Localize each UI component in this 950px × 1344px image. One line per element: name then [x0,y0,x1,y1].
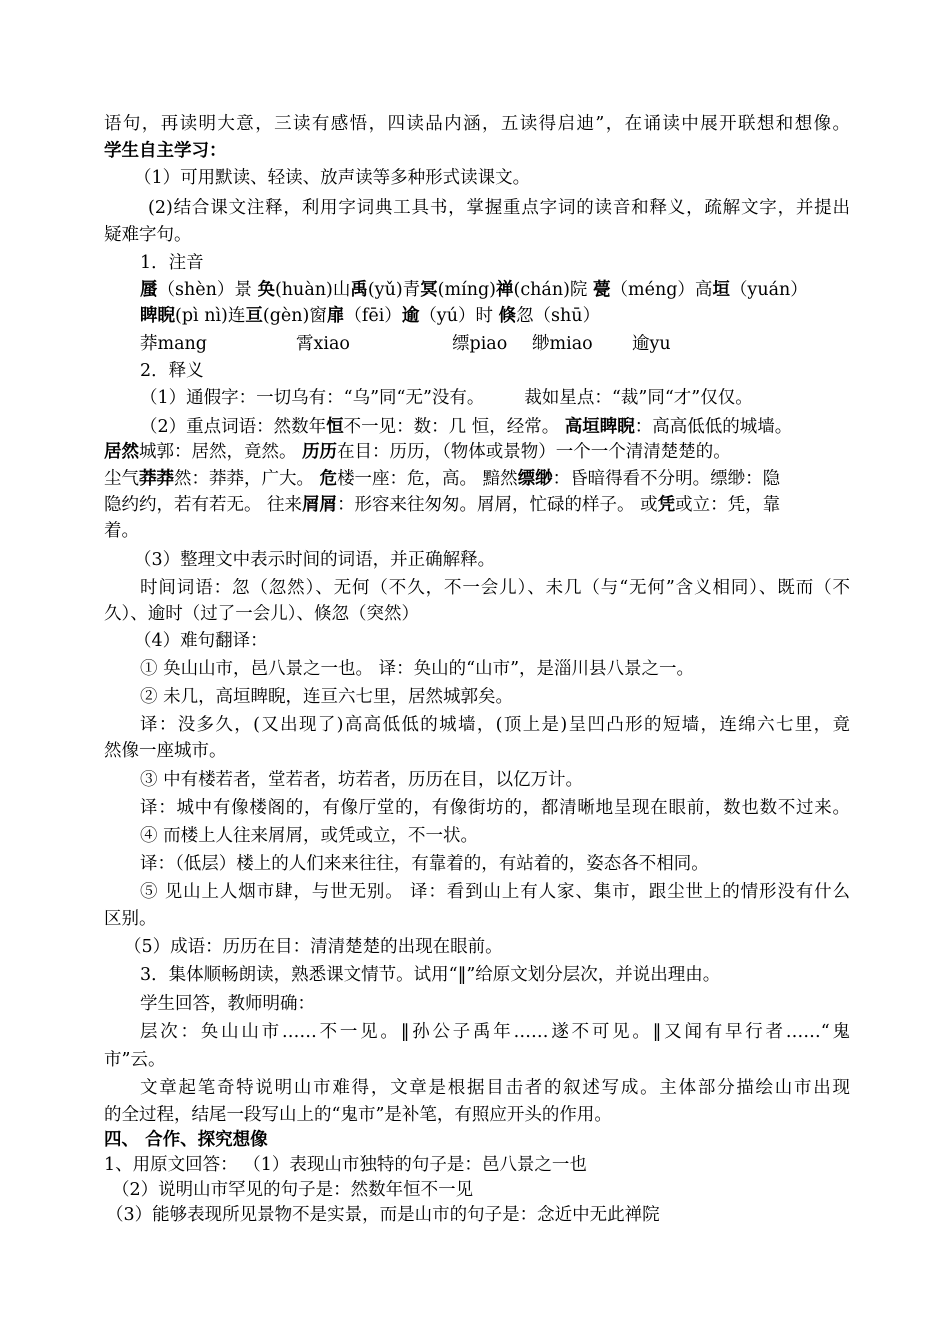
paragraph-line [104,465,780,493]
pronunciation-line-2 [140,302,600,330]
section-heading-self-study: 学生自主学习： [104,141,227,161]
seg: 倏 [498,306,517,326]
seg: （1）通假字：一切乌有：“乌”同“无”没有。 [140,388,485,408]
seg: 隐约约，若有若无。 往来 [104,495,303,515]
seg: （shèn）景 [157,280,258,300]
seg: (pì nì)连 [175,306,246,326]
paragraph-line: （3）整理文中表示时间的词语，并正确解释。 [134,550,496,570]
section-heading-cooperation: 四、 合作、探究想像 [104,1130,268,1150]
paragraph-line [104,491,780,519]
paragraph-line: 然像一座城市。 [104,741,227,761]
paragraph-line: 市”云。 [104,1050,166,1070]
seg: 城郭：居然，竟然。 [139,442,303,462]
seg: 高垣睥睨 [564,417,635,437]
seg: ：高高低低的城墙。 [634,417,793,437]
pinyin-item: 逾yu [632,334,671,354]
seg: 蜃 [140,280,158,300]
paragraph-line: 译：城中有像楼阁的，有像厅堂的，有像街坊的，都清晰地呈现在眼前，数也数不过来。 [140,798,850,818]
paragraph-line: ① 奂山山市，邑八景之一也。 译：奂山的“山市”，是淄川县八景之一。 [140,659,695,679]
seg: 屑屑 [302,495,338,515]
seg: 居然 [104,442,139,462]
subheading-meaning: 2．释义 [140,361,204,381]
seg: （yú）时 [419,306,499,326]
seg: 冥 [420,280,438,300]
seg: 凭 [657,495,676,515]
seg: 在目：历历，（物体或景物）一个一个清清楚楚的。 [337,442,731,462]
seg: (chán)院 [513,280,593,300]
seg: 甍 [593,280,611,300]
seg: (míng) [437,280,496,300]
paragraph-line: 3．集体顺畅朗读，熟悉课文情节。试用“‖”给原文划分层次，并说出理由。 [140,965,721,985]
paragraph-line: （2）说明山市罕见的句子是：然数年恒不一见 [112,1180,474,1200]
seg: 扉 [326,306,345,326]
pinyin-item: 缈miao [532,334,593,354]
paragraph-line: (2)结合课文注释，利用字词典工具书，掌握重点字词的读音和释义，疏解文字，并提出 [148,198,850,218]
seg: （2）重点词语：然数年 [140,417,327,437]
paragraph-line: 疑难字句。 [104,225,192,245]
seg: 尘气 [104,469,139,489]
paragraph-line: 译：（低层）楼上的人们来来往往，有靠着的，有站着的，姿态各不相同。 [140,854,709,874]
seg: 忽（shū） [516,306,601,326]
paragraph-line: ② 未几，高垣睥睨，连亘六七里，居然城郭矣。 [140,687,514,707]
seg: 不一见：数：几 恒，经常。 [343,417,565,437]
seg: 缥缈 [517,469,553,489]
seg: 历历 [302,442,338,462]
paragraph-line: 的全过程，结尾一段写山上的“鬼市”是补笔，有照应开头的作用。 [104,1105,612,1125]
seg: (huàn)山 [274,280,351,300]
paragraph-line: 学生回答，教师明确： [140,994,315,1014]
paragraph-line: 着。 [104,521,139,541]
pinyin-item: 缥piao [452,334,508,354]
pinyin-item: 霄xiao [296,334,350,354]
pinyin-list [140,330,671,358]
seg: 或立：凭，靠 [675,495,781,515]
seg: 禅 [496,280,514,300]
seg: 莽莽 [139,469,174,489]
paragraph-line: 1、用原文回答： （1）表现山市独特的句子是：邑八景之一也 [104,1155,587,1175]
paragraph-line: 译：没多久，(又出现了)高高低低的城墙，(顶上是)呈凹凸形的短墙，连绵六七里，竟 [140,715,850,735]
paragraph-line: 层次：奂山山市……不一见。‖孙公子禹年……遂不可见。‖又闻有早行者……“鬼 [140,1022,850,1042]
pronunciation-line-1 [140,276,808,304]
seg: 逾 [401,306,420,326]
paragraph-line: （1）可用默读、轻读、放声读等多种形式读课文。 [134,168,531,188]
paragraph-line: 文章起笔奇特说明山市难得，文章是根据目击者的叙述写成。主体部分描绘山市出现 [140,1078,850,1098]
subheading-pronunciation: 1．注音 [140,253,204,273]
seg: 危 [319,469,338,489]
paragraph-line [140,413,792,441]
seg: 亘 [245,306,263,326]
paragraph-line: 语句，再读明大意，三读有感悟，四读品内涵，五读得启迪”，在诵读中展开联想和想像。 [104,114,850,134]
seg: 楼一座：危，高。 黯然 [337,469,518,489]
seg: 垣 [712,280,730,300]
paragraph-line: ⑤ 见山上人烟市肆，与世无别。 译：看到山上有人家、集市，跟尘世上的情形没有什么 [140,882,850,902]
paragraph-line [140,384,753,412]
seg: (gèn)窗 [262,306,327,326]
seg: 恒 [326,417,344,437]
paragraph-line: 区别。 [104,909,157,929]
seg: 裁如星点：“裁”同“才”仅仅。 [524,388,753,408]
seg: （yuán） [729,280,808,300]
seg: 奂 [257,280,275,300]
seg: 禹 [350,280,368,300]
paragraph-line: ④ 而楼上人往来屑屑，或凭或立，不一状。 [140,826,479,846]
paragraph-line: 时间词语：忽（忽然）、无何（不久，不一会儿）、未几（与“无何”含义相同）、既而（不 [140,578,850,598]
paragraph-line [104,438,731,466]
paragraph-line: （5）成语：历历在目：清清楚楚的出现在眼前。 [124,937,503,957]
paragraph-line: （4）难句翻译： [134,631,268,651]
seg: （méng）高 [610,280,713,300]
seg: ：形容来往匆匆。屑屑，忙碌的样子。 或 [337,495,658,515]
paragraph-line: （3）能够表现所见景物不是实景，而是山市的句子是：念近中无此禅院 [106,1205,660,1225]
seg: ：昏暗得看不分明。缥缈：隐 [552,469,781,489]
seg: 睥睨 [140,306,175,326]
seg: (yǔ)青 [367,280,421,300]
seg: 然：莽莽，广大。 [174,469,320,489]
pinyin-item: 莽mang [140,334,208,354]
paragraph-line: 久）、逾时（过了一会儿）、倏忽（突然） [104,604,419,624]
paragraph-line: ③ 中有楼若者，堂若者，坊若者，历历在目，以亿万计。 [140,770,584,790]
seg: （fēi） [344,306,402,326]
